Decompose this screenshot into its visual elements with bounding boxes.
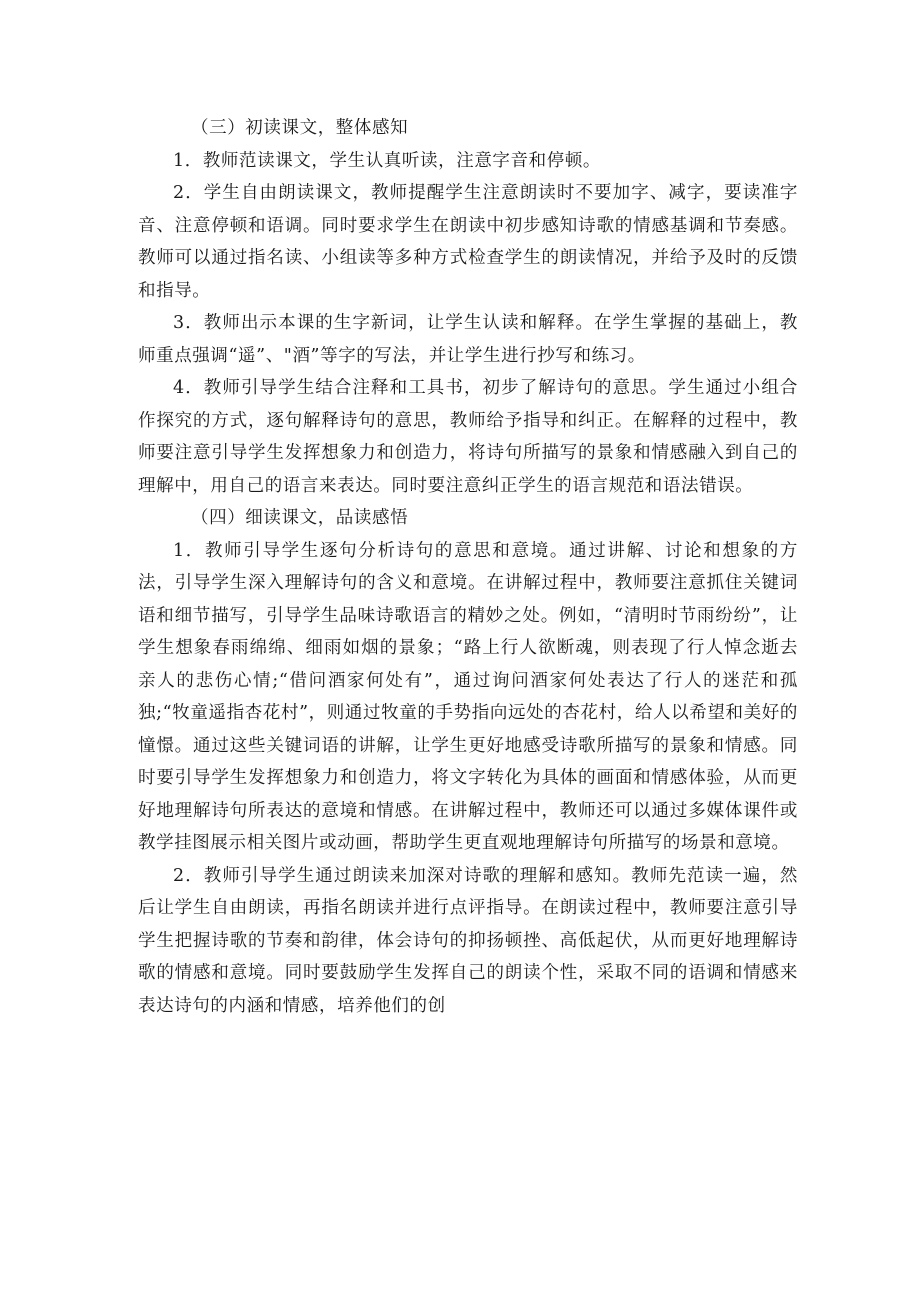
paragraph: 2．教师引导学生通过朗读来加深对诗歌的理解和感知。教师先范读一遍，然后让学生自由朗读，再指名朗读并进行点评指导。在朗读过程中，教师要注意引导学生把握诗歌的节奏和韵律，体会诗句的抑扬顿挫、高低起伏，从而更好地理解诗歌的情感和意境。同时要鼓励学生发挥自己的朗读个性，采取不同的语调和情感来表达诗句的内涵和情感，培养他们的创 [138, 865, 798, 1016]
paragraph: 4．教师引导学生结合注释和工具书，初步了解诗句的意思。学生通过小组合作探究的方式，逐句解释诗句的意思，教师给予指导和纠正。在解释的过程中，教师要注意引导学生发挥想象力和创造力，将诗句所描写的景象和情感融入到自己的理解中，用自己的语言来表达。同时要注意纠正学生的语言规范和语法错误。 [138, 378, 798, 496]
section-heading-4: （四）细读课文，品读感悟 [191, 508, 409, 528]
document-body [138, 112, 798, 1022]
paragraph: 1．教师范读课文，学生认真听读，注意字音和停顿。 [173, 150, 602, 171]
section-heading-3: （三）初读课文，整体感知 [191, 118, 409, 138]
paragraph: 3．教师出示本课的生字新词，让学生认读和解释。在学生掌握的基础上，教师重点强调“遥”、"酒”等字的写法，并让学生进行抄写和练习。 [138, 313, 798, 366]
paragraph: 1．教师引导学生逐句分析诗句的意思和意境。通过讲解、讨论和想象的方法，引导学生深入理解诗句的含义和意境。在讲解过程中，教师要注意抓住关键词语和细节描写，引导学生品味诗歌语言的精妙之处。例如，“清明时节雨纷纷”，让学生想象春雨绵绵、细雨如烟的景象；“路上行人欲断魂，则表现了行人悼念逝去亲人的悲伤心情;“借问酒家何处有”，通过询问酒家何处表达了行人的迷茫和孤独;“牧童遥指杏花村”，则通过牧童的手势指向远处的杏花村，给人以希望和美好的憧憬。通过这些关键词语的讲解，让学生更好地感受诗歌所描写的景象和情感。同时要引导学生发挥想象力和创造力，将文字转化为具体的画面和情感体验，从而更好地理解诗句所表达的意境和情感。在讲解过程中，教师还可以通过多媒体课件或教学挂图展示相关图片或动画，帮助学生更直观地理解诗句所描写的场景和意境。 [138, 540, 798, 853]
paragraph: 2．学生自由朗读课文，教师提醒学生注意朗读时不要加字、减字，要读准字音、注意停顿和语调。同时要求学生在朗读中初步感知诗歌的情感基调和节奏感。教师可以通过指名读、小组读等多种方式检查学生的朗读情况，并给予及时的反馈和指导。 [138, 183, 798, 301]
